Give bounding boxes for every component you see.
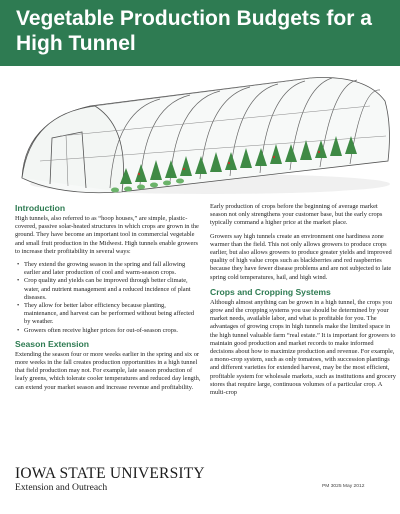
logo-subtitle: Extension and Outreach xyxy=(15,482,108,493)
list-item: • They allow for better labor efficiency because planting, maintenance, and harvest can be performed without being affected by weather. xyxy=(24,302,201,327)
list-item: • Crop quality and yields can be improved through better climate, water, and nutrient management and a reduced incidence of plant diseases. xyxy=(24,277,201,302)
document-id: PM 3025 May 2012 xyxy=(322,484,365,489)
crops-paragraph: Although almost anything can be grown in a high tunnel, the crops you grow and the cropping systems you use should be determined by your market needs, available labor, and what is profitable for you. The advantages of growing crops in high tunnels make the limited space in the high tunnel valuable farm “real estate.” It is important for growers to maintain good production and market records to make informed decisions about how to maximize production and revenue. For example, a mono-crop system, such as only tomatoes, with succession plantings and different varieties for extended harvest, may be the most efficient, profitable system for wholesale markets, such as institutions and grocery stores that require large, continuous volumes of a particular crop. A multi-crop xyxy=(210,298,396,397)
list-item: • Growers often receive higher prices for out-of-season crops. xyxy=(24,327,201,335)
isu-logo xyxy=(15,465,215,493)
benefits-list xyxy=(15,261,201,335)
season-extension-paragraph: Extending the season four or more weeks earlier in the spring and six or more weeks in the fall creates production opportunities in a high tunnel that field production may not. For example, late season production of leafy greens, which tolerate cooler temperatures and reduced day length, can extend your market season and increase revenue and profitability. xyxy=(15,350,201,391)
logo-wordmark: IOWA STATE UNIVERSITY xyxy=(15,465,205,482)
hardiness-paragraph: Growers say high tunnels create an environment one hardiness zone warmer than the field. This not only allows growers to produce crops earlier, but also allows growers to produce greater yields and improved quality of high value crops such as blackberries and red raspberries because they have fewer disease problems and are not subjected to late spring cold temperatures, hail, and high wind. xyxy=(210,232,392,281)
season-extension-heading: Season Extension xyxy=(15,338,90,349)
crops-heading: Crops and Cropping Systems xyxy=(210,286,331,297)
early-production-paragraph: Early production of crops before the beginning of average market season not only strengthens your customer base, but the early crops typically command a higher price at the market place. xyxy=(210,203,383,227)
left-column xyxy=(15,203,201,397)
title-banner xyxy=(0,0,400,66)
right-column xyxy=(210,203,396,402)
page-title: Vegetable Production Budgets for a High Tunnel xyxy=(16,7,372,55)
introduction-paragraph: High tunnels, also referred to as “hoop houses,” are simple, plastic-covered, passive solar-heated structures in which crops are grown in the ground. They have become an important tool in commercial vegetable and small fruit production in the Midwest. High tunnels enable growers to increase their profitability in several ways: xyxy=(15,215,199,255)
high-tunnel-illustration xyxy=(0,66,400,198)
list-item: • They extend the growing season in the spring and fall allowing earlier and later production of cool and warm-season crops. xyxy=(24,261,201,277)
introduction-heading: Introduction xyxy=(15,203,66,213)
